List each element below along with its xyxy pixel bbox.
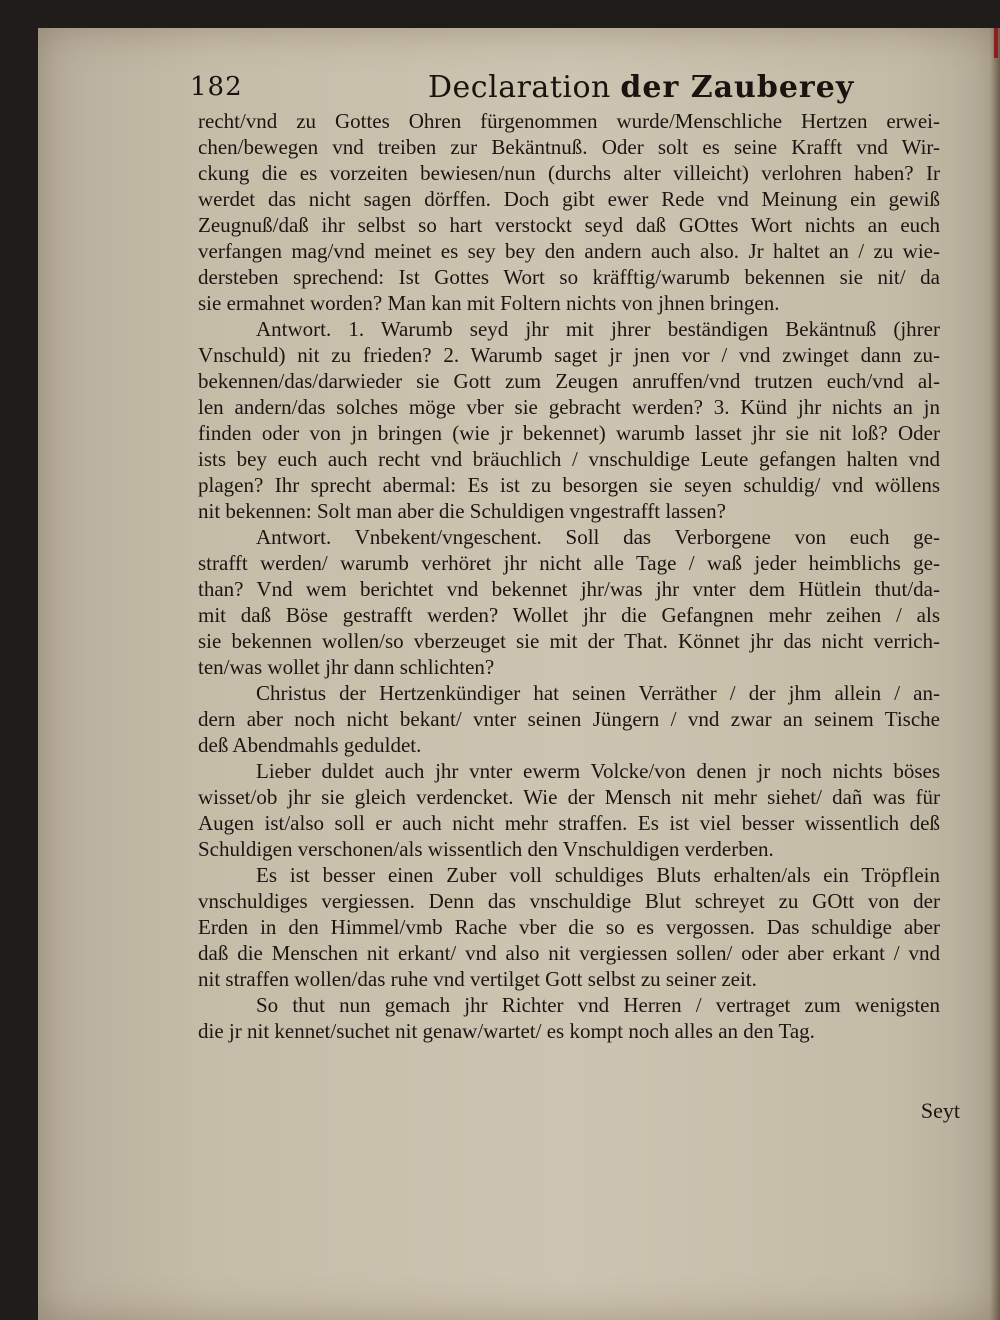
running-head <box>190 70 930 110</box>
text-line: dern aber noch nicht bekant/ vnter seinen Jüngern / vnd zwar an seinem Tische <box>198 707 940 731</box>
text-line: nit straffen wollen/das ruhe vnd vertilget Gott selbst zu seiner zeit. <box>198 967 757 991</box>
text-line: finden oder von jn bringen (wie jr bekennet) warumb lasset jhr sie nit loß? Oder <box>198 421 940 445</box>
text-line: ten/was wollet jhr dann schlichten? <box>198 655 495 679</box>
running-title-gothic: der Zauberey <box>620 70 855 105</box>
paragraph-start-line: Antwort. 1. Warumb seyd jhr mit jhrer beständigen Bekäntnuß (jhrer <box>256 317 940 341</box>
text-line: die jr nit kennet/suchet nit genaw/wartet/ es kompt noch alles an den Tag. <box>198 1019 815 1043</box>
text-line: daß die Menschen nit erkant/ vnd also nit vergiessen sollen/ oder aber erkant / vnd <box>198 941 940 965</box>
text-line: Augen ist/also soll er auch nicht mehr straffen. Es ist viel besser wissentlich deß <box>198 811 940 835</box>
text-line: vnschuldiges vergiessen. Denn das vnschuldige Blut schreyet zu GOtt von der <box>198 889 940 913</box>
text-line: wisset/ob jhr sie gleich verdencket. Wie der Mensch nit mehr siehet/ dañ was für <box>198 785 940 809</box>
text-line: ckung die es vorzeiten bewiesen/nun (durchs alter villeicht) verlohren haben? Ir <box>198 161 940 185</box>
paragraph-start-line: So thut nun gemach jhr Richter vnd Herren / vertraget zum wenigsten <box>256 993 940 1017</box>
text-line: Erden in den Himmel/vmb Rache vber die so es vergossen. Das schuldige aber <box>198 915 940 939</box>
text-line: mit daß Böse gestrafft werden? Wollet jhr die Gefangnen mehr zeihen / als <box>198 603 940 627</box>
text-line: Vnschuld) nit zu frieden? 2. Warumb saget jr jnen vor / vnd zwinget dann zu- <box>198 343 940 367</box>
catchword: Seyt <box>920 1098 960 1123</box>
text-line: Zeugnuß/daß ihr selbst so hart verstockt seyd daß GOttes Wort nichts an euch <box>198 213 940 237</box>
text-line: werdet das nicht sagen dörffen. Doch gibt ewer Rede vnd Meinung ein gewiß <box>198 187 940 211</box>
text-line: chen/bewegen vnd treiben zur Bekäntnuß. Oder solt es seine Krafft vnd Wir- <box>198 135 940 159</box>
text-line: strafft werden/ warumb verhöret jhr nicht alle Tage / waß jeder heimblichs ge- <box>198 551 940 575</box>
text-line: ists bey euch auch recht vnd bräuchlich / vnschuldige Leute gefangen halten vnd <box>198 447 940 471</box>
binding-thread <box>994 28 998 58</box>
paragraph-start-line: Antwort. Vnbekent/vngeschent. Soll das Verborgene von euch ge- <box>256 525 940 549</box>
body-text <box>198 108 940 1044</box>
text-line: sie ermahnet worden? Man kan mit Foltern nichts von jhnen bringen. <box>198 291 780 315</box>
text-line: dersteben sprechend: Ist Gottes Wort so kräfftig/warumb bekennen sie nit/ da <box>198 265 940 289</box>
text-line: Schuldigen verschonen/als wissentlich den Vnschuldigen verderben. <box>198 837 774 861</box>
paragraph-start-line: Es ist besser einen Zuber voll schuldiges Bluts erhalten/als ein Tröpflein <box>256 863 940 887</box>
text-line: verfangen mag/vnd meinet es sey bey den andern auch also. Jr haltet an / zu wie- <box>198 239 940 263</box>
paragraph-start-line: Lieber duldet auch jhr vnter ewerm Volcke/von denen jr noch nichts böses <box>256 759 940 783</box>
text-line: len andern/das solches möge vber sie gebracht werden? 3. Künd jhr nichts an jn <box>198 395 940 419</box>
running-title <box>428 70 854 105</box>
page-number: 182 <box>190 72 243 102</box>
text-line: plagen? Ihr sprecht abermal: Es ist zu besorgen sie seyen schuldig/ vnd wöllens <box>198 473 940 497</box>
text-line: nit bekennen: Solt man aber die Schuldigen vngestrafft lassen? <box>198 499 726 523</box>
text-line: bekennen/das/darwieder sie Gott zum Zeugen anruffen/vnd trutzen euch/vnd al- <box>198 369 940 393</box>
text-line: than? Vnd wem berichtet vnd bekennet jhr/was jhr vnter dem Hütlein thut/da- <box>198 577 940 601</box>
running-title-main: Declaration <box>428 70 611 105</box>
text-line: sie bekennen wollen/so vberzeuget sie mit der That. Könnet jhr das nicht verrich- <box>198 629 940 653</box>
text-line: deß Abendmahls geduldet. <box>198 733 422 757</box>
binding-edge <box>990 28 1000 1320</box>
paragraph-start-line: Christus der Hertzenkündiger hat seinen Verräther / der jhm allein / an- <box>256 681 940 705</box>
text-line: recht/vnd zu Gottes Ohren fürgenommen wurde/Menschliche Hertzen erwei- <box>198 109 940 133</box>
